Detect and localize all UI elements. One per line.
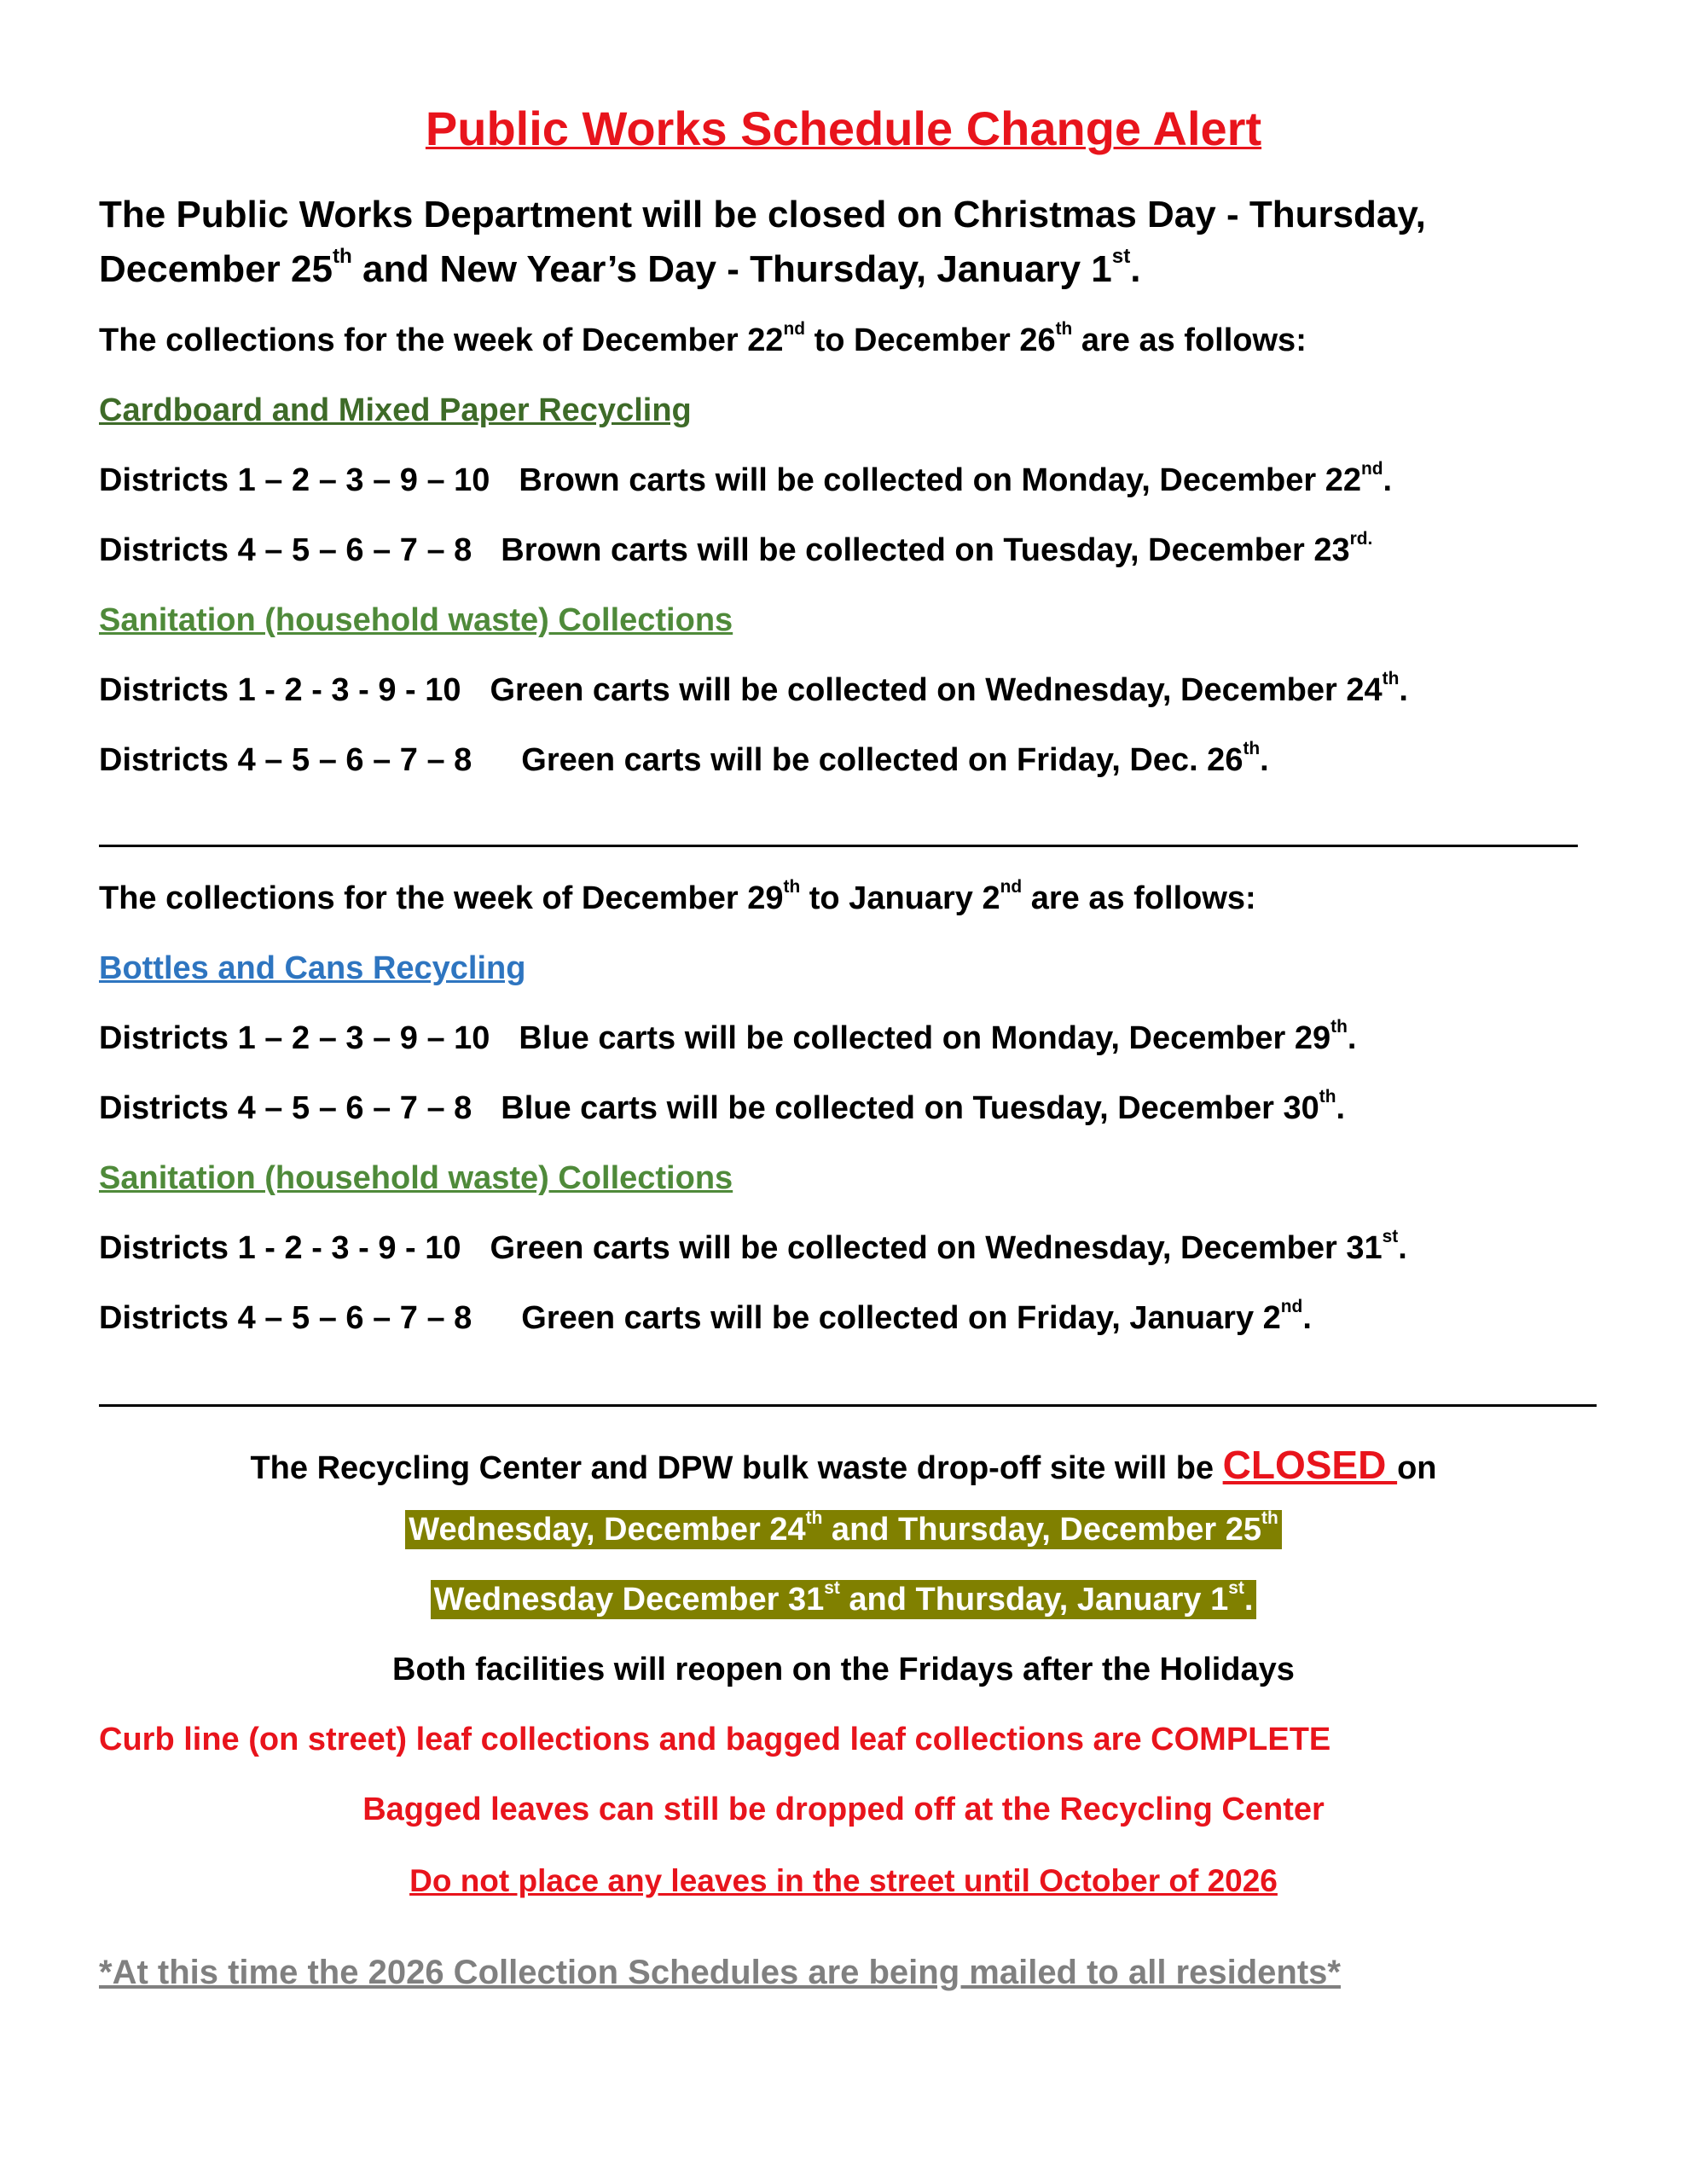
date-text: and Thursday, December 25 [822, 1512, 1261, 1548]
districts-label: Districts 4 – 5 – 6 – 7 – 8 [99, 532, 472, 568]
divider [99, 1404, 1597, 1407]
date-sup: st [824, 1578, 840, 1599]
leaf-street-warning: Do not place any leaves in the street until October of 2026 [409, 1863, 1278, 1898]
heading-sup: nd [783, 319, 806, 340]
leaf-dropoff-notice: Bagged leaves can still be dropped off at the Recycling Center [362, 1792, 1325, 1827]
date-text: and Thursday, January 1 [839, 1582, 1229, 1618]
collection-sup: th [1319, 1087, 1336, 1107]
collection-end: . [1336, 1090, 1346, 1126]
heading-sup: th [1055, 319, 1073, 340]
collection-text: Blue carts will be collected on Tuesday, December 30 [501, 1090, 1319, 1126]
week2-section-bottles: Bottles and Cans Recycling [99, 950, 526, 986]
districts-label: Districts 4 – 5 – 6 – 7 – 8 [99, 1300, 472, 1336]
collection-sup: th [1382, 669, 1400, 689]
closure-intro [99, 188, 1600, 297]
districts-label: Districts 1 - 2 - 3 - 9 - 10 [99, 1230, 461, 1266]
week2-row [99, 1297, 1312, 1337]
collection-end: . [1383, 462, 1393, 498]
collection-text: Green carts will be collected on Friday, Dec. 26 [521, 742, 1244, 778]
closed-label: CLOSED [1222, 1443, 1398, 1487]
collection-end: . [1260, 742, 1269, 778]
date-text: . [1244, 1582, 1254, 1618]
collection-sup: nd [1280, 1297, 1303, 1317]
closure-text: on [1397, 1450, 1437, 1486]
week1-row [99, 529, 1373, 569]
week1-row [99, 739, 1269, 779]
week1-heading [99, 319, 1307, 359]
week2-section-sanitation: Sanitation (household waste) Collections [99, 1160, 733, 1196]
intro-sup: st [1111, 245, 1131, 269]
page-title: Public Works Schedule Change Alert [425, 102, 1262, 155]
intro-text: . [1130, 248, 1141, 290]
week1-section-sanitation: Sanitation (household waste) Collections [99, 602, 733, 638]
districts-label: Districts 1 – 2 – 3 – 9 – 10 [99, 1020, 490, 1056]
collection-sup: th [1330, 1017, 1348, 1037]
collection-text: Brown carts will be collected on Monday, December 22 [519, 462, 1361, 498]
highlighted-dates [405, 1510, 1281, 1549]
collection-sup: rd. [1349, 529, 1373, 549]
closure-text: The Recycling Center and DPW bulk waste drop-off site will be [250, 1450, 1223, 1486]
heading-text: The collections for the week of December 29 [99, 880, 784, 916]
week2-row [99, 1087, 1346, 1127]
collection-end: . [1347, 1020, 1357, 1056]
footer-note: *At this time the 2026 Collection Schedules are being mailed to all residents* [99, 1954, 1341, 1991]
districts-label: Districts 4 – 5 – 6 – 7 – 8 [99, 1090, 472, 1126]
week2-heading [99, 877, 1256, 917]
intro-sup: th [332, 245, 352, 269]
heading-text: to January 2 [800, 880, 1000, 916]
collection-end: . [1399, 672, 1408, 708]
collection-text: Green carts will be collected on Friday, January 2 [521, 1300, 1281, 1336]
collection-text: Brown carts will be collected on Tuesday, December 23 [501, 532, 1350, 568]
collection-text: Blue carts will be collected on Monday, December 29 [519, 1020, 1331, 1056]
collection-end: . [1398, 1230, 1407, 1266]
date-sup: st [1228, 1578, 1244, 1599]
heading-text: to December 26 [805, 322, 1056, 358]
closure-date-1 [0, 1508, 1687, 1548]
collection-end: . [1302, 1300, 1312, 1336]
date-sup: th [805, 1508, 823, 1529]
week2-row [99, 1227, 1407, 1267]
date-text: Wednesday, December 24 [409, 1512, 806, 1548]
week1-row [99, 459, 1393, 499]
divider [99, 845, 1578, 847]
closure-notice [0, 1442, 1687, 1488]
collection-sup: nd [1361, 459, 1383, 479]
collection-sup: th [1243, 739, 1261, 759]
collection-text: Green carts will be collected on Wednesday, December 24 [490, 672, 1383, 708]
heading-text: are as follows: [1022, 880, 1256, 916]
intro-text: The Public Works Department will be closed on Christmas Day - Thursday, December 25 [99, 194, 1426, 290]
districts-label: Districts 1 - 2 - 3 - 9 - 10 [99, 672, 461, 708]
date-text: Wednesday December 31 [433, 1582, 825, 1618]
leaf-complete-notice: Curb line (on street) leaf collections and bagged leaf collections are COMPLETE [99, 1722, 1331, 1757]
districts-label: Districts 4 – 5 – 6 – 7 – 8 [99, 742, 472, 778]
collection-text: Green carts will be collected on Wednesday, December 31 [490, 1230, 1383, 1266]
intro-text: and New Year’s Day - Thursday, January 1 [351, 248, 1112, 290]
highlighted-dates [431, 1580, 1257, 1619]
collection-sup: st [1382, 1227, 1399, 1247]
week2-row [99, 1017, 1357, 1057]
week1-row [99, 669, 1408, 709]
heading-text: are as follows: [1072, 322, 1307, 358]
week1-section-cardboard: Cardboard and Mixed Paper Recycling [99, 392, 692, 428]
reopen-notice: Both facilities will reopen on the Fridays after the Holidays [392, 1652, 1295, 1687]
heading-text: The collections for the week of December 22 [99, 322, 784, 358]
heading-sup: th [783, 877, 801, 897]
date-sup: th [1261, 1508, 1278, 1529]
closure-date-2 [0, 1578, 1687, 1618]
districts-label: Districts 1 – 2 – 3 – 9 – 10 [99, 462, 490, 498]
heading-sup: nd [1000, 877, 1023, 897]
